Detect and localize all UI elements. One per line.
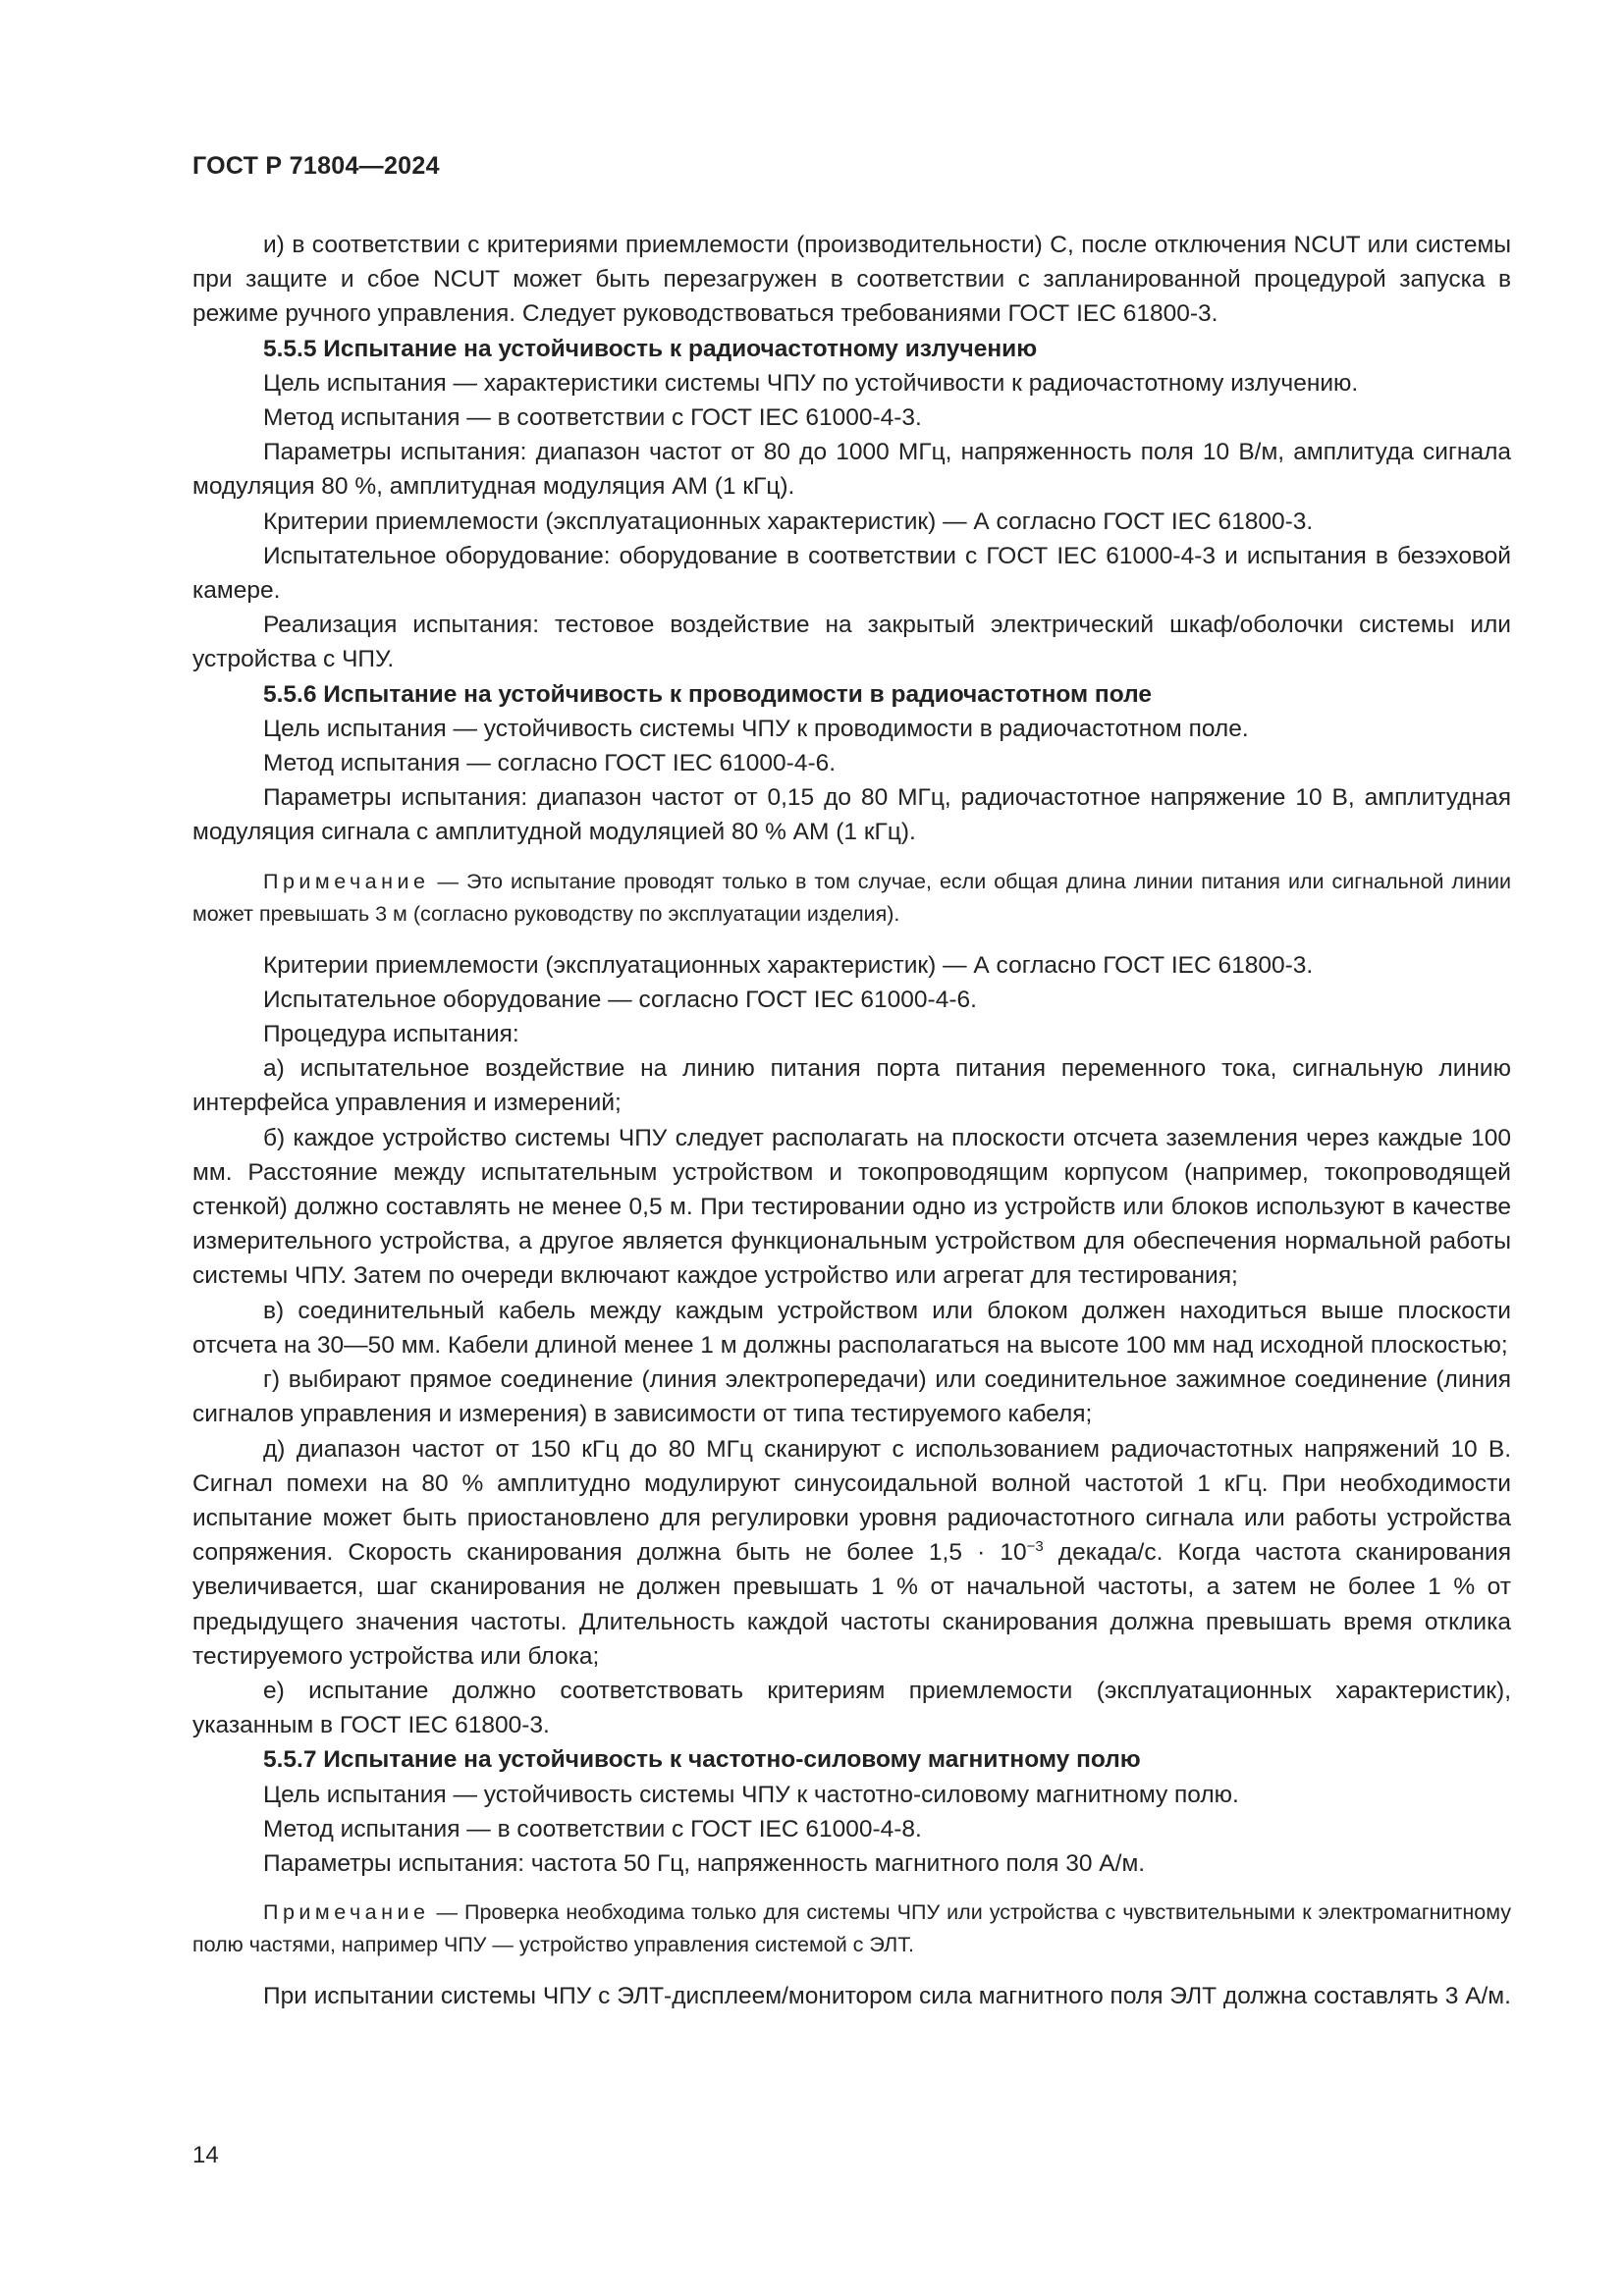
- note-text: — Это испытание проводят только в том случае, если общая длина линии питания или сигнальной линии может превышать 3 м (согласно руководству по эксплуатации изделия).: [192, 869, 1511, 926]
- note-block: [192, 866, 1511, 931]
- note-label: Примечание: [263, 1900, 430, 1925]
- page-number: 14: [192, 2142, 219, 2168]
- list-item-text: д) диапазон частот от 150 кГц до 80 МГц сканируют с использованием радиочастотных напряжений 10 В. Сигнал помехи на 80 % амплитудно модулируют синусоидальной волной частотой 1 кГц. При необходимости испытание может быть приостановлено для регулировки уровня радиочастотного сигнала или работы устройства сопряжения. Скорость сканирования должна быть не более 1,5 · 10: [192, 1435, 1511, 1567]
- paragraph: Критерии приемлемости (эксплуатационных характеристик) — А согласно ГОСТ IEC 61800-3.: [263, 507, 1314, 535]
- exponent: −3: [1026, 1537, 1044, 1555]
- paragraph: Процедура испытания:: [263, 1021, 519, 1048]
- paragraph: Критерии приемлемости (эксплуатационных характеристик) — А согласно ГОСТ IEC 61800-3.: [263, 951, 1314, 979]
- list-item: б) каждое устройство системы ЧПУ следует располагать на плоскости отсчета заземления через каждые 100 мм. Расстояние между испытательным устройством и токопроводящим корпусом (например, токопроводящей стенкой) должно составлять не менее 0,5 м. При тестировании одно из устройств или блоков используют в качестве измерительного устройства, а другое является функциональным устройством для обеспечения нормальной работы системы ЧПУ. Затем по очереди включают каждое устройство или агрегат для тестирования;: [192, 1124, 1511, 1290]
- document-body: [192, 228, 1511, 2013]
- paragraph: Реализация испытания: тестовое воздействие на закрытый электрический шкаф/оболочки системы или устройства с ЧПУ.: [192, 612, 1511, 673]
- section-heading-5-5-5: 5.5.5 Испытание на устойчивость к радиочастотному излучению: [263, 335, 1038, 362]
- paragraph: Испытательное оборудование — согласно ГОСТ IEC 61000-4-6.: [263, 986, 977, 1013]
- list-item: [192, 1432, 1511, 1674]
- note-text: — Проверка необходима только для системы ЧПУ или устройства с чувствительными к электромагнитному полю частями, например ЧПУ — устройство управления системой с ЭЛТ.: [192, 1900, 1511, 1957]
- paragraph: Испытательное оборудование: оборудование в соответствии с ГОСТ IEC 61000-4-3 и испытания в безэховой камере.: [192, 542, 1511, 605]
- paragraph: Цель испытания — устойчивость системы ЧПУ к частотно-силовому магнитному полю.: [263, 1781, 1239, 1808]
- paragraph: Метод испытания — в соответствии с ГОСТ IEC 61000-4-3.: [263, 404, 922, 432]
- list-item-text-cont: декада/с. Когда частота сканирования увеличивается, шаг сканирования не должен превышать 1 % от начальной частоты, а затем не более 1 % от предыдущего значения частоты. Длительность каждой частоты сканирования должна превышать время отклика тестируемого устройства или блока;: [192, 1539, 1511, 1670]
- document-header: ГОСТ Р 71804—2024: [192, 152, 440, 180]
- note-label: Примечание: [263, 869, 430, 893]
- list-item: г) выбирают прямое соединение (линия электропередачи) или соединительное зажимное соединение (линия сигналов управления и измерения) в зависимости от типа тестируемого кабеля;: [192, 1366, 1511, 1428]
- section-heading-5-5-6: 5.5.6 Испытание на устойчивость к проводимости в радиочастотном поле: [263, 680, 1152, 708]
- paragraph: Параметры испытания: диапазон частот от 80 до 1000 МГц, напряженность поля 10 В/м, амплитуда сигнала модуляция 80 %, амплитудная модуляция АМ (1 кГц).: [192, 439, 1511, 501]
- list-item: е) испытание должно соответствовать критериям приемлемости (эксплуатационных характеристик), указанным в ГОСТ IEC 61800-3.: [192, 1677, 1511, 1739]
- list-item: в) соединительный кабель между каждым устройством или блоком должен находиться выше плоскости отсчета на 30—50 мм. Кабели длиной менее 1 м должны располагаться на высоте 100 мм над исходной плоскостью;: [192, 1297, 1511, 1359]
- note-block: [192, 1896, 1511, 1961]
- paragraph: Параметры испытания: частота 50 Гц, напряженность магнитного поля 30 А/м.: [263, 1849, 1146, 1877]
- paragraph: и) в соответствии с критериями приемлемости (производительности) С, после отключения NCUT или системы при защите и сбое NCUT может быть перезагружен в соответствии с запланированной процедурой запуска в режиме ручного управления. Следует руководствоваться требованиями ГОСТ IEC 61800-3.: [192, 232, 1511, 328]
- paragraph: Цель испытания — характеристики системы ЧПУ по устойчивости к радиочастотному излучению.: [263, 369, 1359, 397]
- paragraph: При испытании системы ЧПУ с ЭЛТ-дисплеем/монитором сила магнитного поля ЭЛТ должна составлять 3 А/м.: [263, 1983, 1511, 2010]
- paragraph: Метод испытания — в соответствии с ГОСТ IEC 61000-4-8.: [263, 1815, 922, 1842]
- paragraph: Метод испытания — согласно ГОСТ IEC 61000-4-6.: [263, 750, 837, 777]
- paragraph: Параметры испытания: диапазон частот от 0,15 до 80 МГц, радиочастотное напряжение 10 В, амплитудная модуляция сигнала с амплитудной модуляцией 80 % АМ (1 кГц).: [192, 784, 1511, 846]
- section-heading-5-5-7: 5.5.7 Испытание на устойчивость к частотно-силовому магнитному полю: [263, 1746, 1141, 1774]
- paragraph: Цель испытания — устойчивость системы ЧПУ к проводимости в радиочастотном поле.: [263, 715, 1249, 742]
- list-item: а) испытательное воздействие на линию питания порта питания переменного тока, сигнальную линию интерфейса управления и измерений;: [192, 1055, 1511, 1117]
